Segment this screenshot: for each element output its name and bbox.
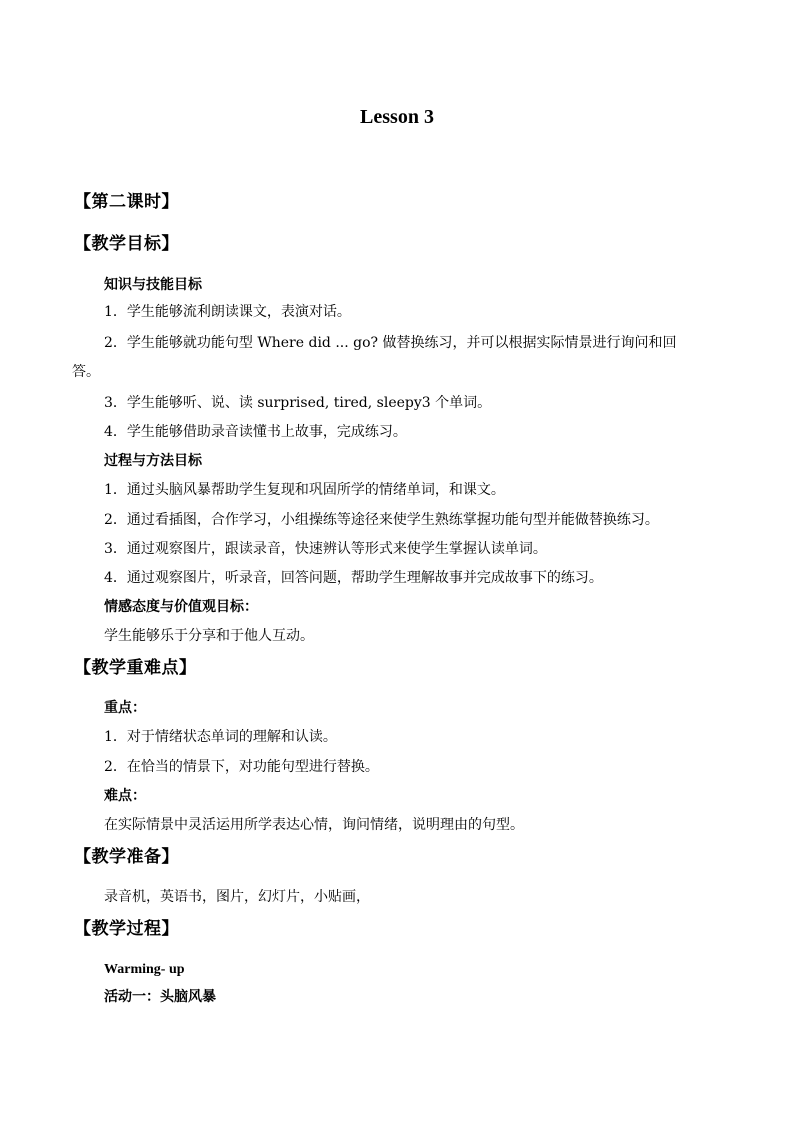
goals-heading: 【教学目标】 xyxy=(74,234,179,254)
knowledge-goal-item-continuation: 答。 xyxy=(72,364,100,380)
lesson-title: Lesson 3 xyxy=(360,106,434,128)
preparation-text: 录音机，英语书，图片，幻灯片，小贴画， xyxy=(104,889,370,905)
difficult-label: 难点： xyxy=(104,788,146,804)
key-label: 重点： xyxy=(104,700,146,716)
attitude-goals-label: 情感态度与价值观目标： xyxy=(104,599,258,615)
knowledge-goal-item: 4．学生能够借助录音读懂书上故事，完成练习。 xyxy=(104,424,407,440)
activity-one-label: 活动一：头脑风暴 xyxy=(104,989,216,1005)
key-point-item: 1．对于情绪状态单词的理解和认读。 xyxy=(104,729,337,745)
knowledge-goal-item: 2．学生能够就功能句型 Where did ... go? 做替换练习，并可以根据实际情景进行询问和回 xyxy=(104,335,677,351)
warmup-label: Warming- up xyxy=(104,962,185,977)
process-goal-item: 4．通过观察图片，听录音，回答问题，帮助学生理解故事并完成故事下的练习。 xyxy=(104,570,603,586)
process-goal-item: 2．通过看插图，合作学习，小组操练等途径来使学生熟练掌握功能句型并能做替换练习。 xyxy=(104,512,659,528)
preparation-heading: 【教学准备】 xyxy=(74,847,179,867)
key-points-heading: 【教学重难点】 xyxy=(74,658,197,678)
key-point-item: 2．在恰当的情景下，对功能句型进行替换。 xyxy=(104,759,379,775)
attitude-goal-text: 学生能够乐于分享和于他人互动。 xyxy=(104,628,314,644)
knowledge-goals-label: 知识与技能目标 xyxy=(104,277,202,293)
knowledge-goal-item: 1．学生能够流利朗读课文，表演对话。 xyxy=(104,304,351,320)
difficult-point-text: 在实际情景中灵活运用所学表达心情，询问情绪，说明理由的句型。 xyxy=(104,817,524,833)
process-goal-item: 1．通过头脑风暴帮助学生复现和巩固所学的情绪单词，和课文。 xyxy=(104,482,505,498)
knowledge-goal-item: 3．学生能够听、说、读 surprised, tired, sleepy3 个单词。 xyxy=(104,395,492,411)
period-heading: 【第二课时】 xyxy=(74,192,179,212)
process-goal-item: 3．通过观察图片，跟读录音，快速辨认等形式来使学生掌握认读单词。 xyxy=(104,541,547,557)
process-goals-label: 过程与方法目标 xyxy=(104,453,202,469)
procedure-heading: 【教学过程】 xyxy=(74,919,179,939)
